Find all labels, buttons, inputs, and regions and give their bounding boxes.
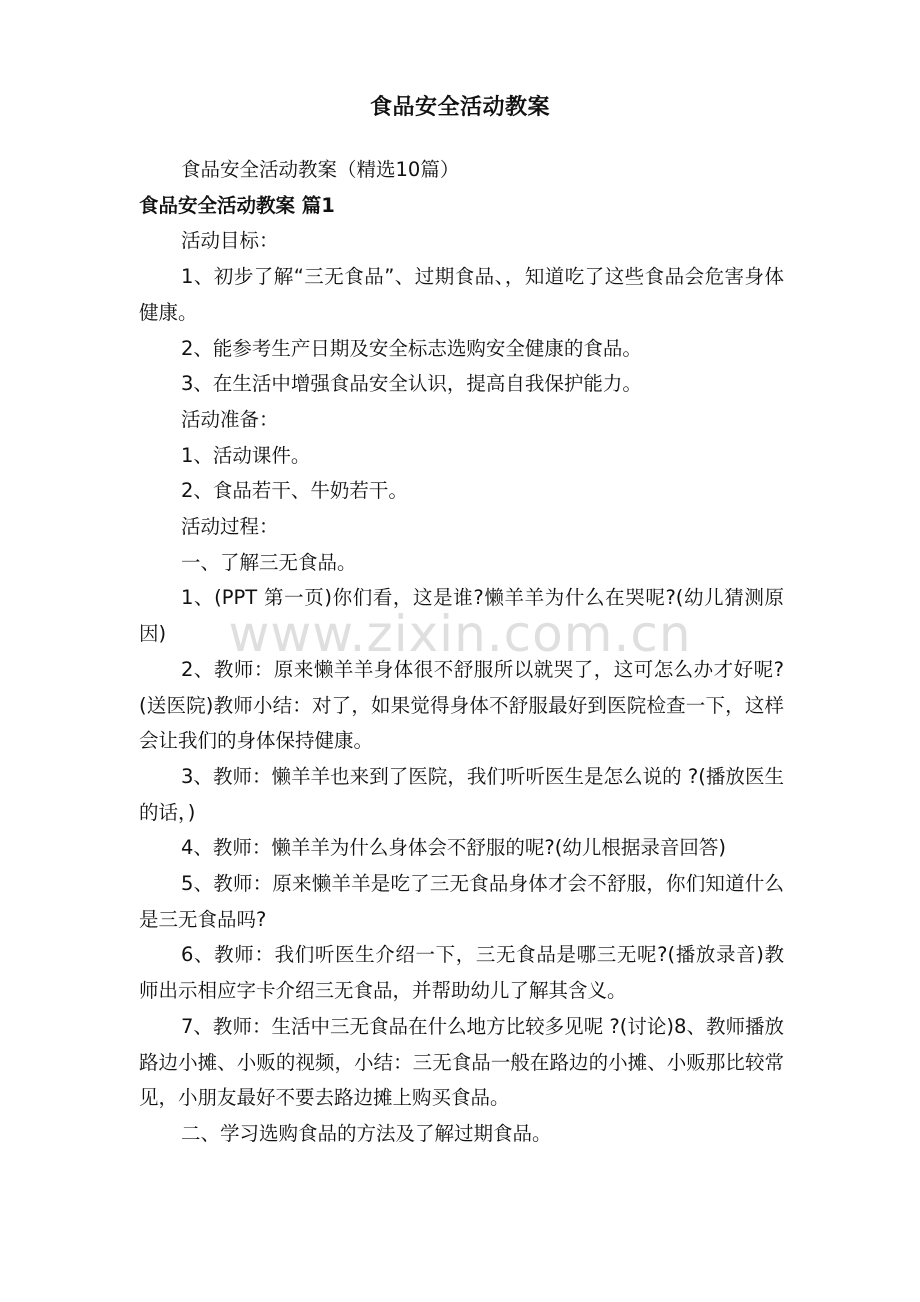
section-heading: 食品安全活动教案 篇1 xyxy=(139,193,335,217)
paragraph-goal-2: 2、能参考生产日期及安全标志选购安全健康的食品。 xyxy=(181,336,642,360)
document-body xyxy=(139,152,784,1152)
paragraph-step-1: 1、(PPT 第一页)你们看，这是谁?懒羊羊为什么在哭呢?(幼儿猜测原因) xyxy=(139,586,784,646)
paragraph-activity-prep: 活动准备： xyxy=(181,407,279,431)
paragraph-goal-3: 3、在生活中增强食品安全认识，提高自我保护能力。 xyxy=(181,372,642,396)
paragraph-prep-1: 1、活动课件。 xyxy=(181,443,311,467)
paragraph-part-one: 一、了解三无食品。 xyxy=(181,550,357,574)
document-title: 食品安全活动教案 xyxy=(369,95,550,120)
paragraph-step-6: 6、教师：我们听医生介绍一下，三无食品是哪三无呢?(播放录音)教师出示相应字卡介绍三无食品，并帮助幼儿了解其含义。 xyxy=(139,943,784,1003)
paragraph-activity-process: 活动过程： xyxy=(181,515,279,539)
paragraph-part-two: 二、学习选购食品的方法及了解过期食品。 xyxy=(181,1121,552,1145)
paragraph-activity-goals: 活动目标： xyxy=(181,229,279,253)
paragraph-step-2: 2、教师：原来懒羊羊身体很不舒服所以就哭了，这可怎么办才好呢?(送医院)教师小结：对了，如果觉得身体不舒服最好到医院检查一下，这样会让我们的身体保持健康。 xyxy=(139,657,784,753)
document-subtitle: 食品安全活动教案（精选10篇） xyxy=(181,158,460,181)
paragraph-step-3: 3、教师：懒羊羊也来到了医院，我们听听医生是怎么说的 ?(播放医生的话，) xyxy=(139,764,784,824)
paragraph-step-4: 4、教师：懒羊羊为什么身体会不舒服的呢?(幼儿根据录音回答) xyxy=(181,836,726,860)
paragraph-step-7: 7、教师：生活中三无食品在什么地方比较多见呢 ?(讨论)8、教师播放路边小摊、小贩的视频，小结：三无食品一般在路边的小摊、小贩那比较常见，小朋友最好不要去路边摊上购买食品。 xyxy=(139,1014,784,1110)
watermark: www.zixin.com.cn xyxy=(228,605,692,663)
paragraph-step-5: 5、教师：原来懒羊羊是吃了三无食品身体才会不舒服，你们知道什么是三无食品吗? xyxy=(139,872,784,931)
paragraph-prep-2: 2、食品若干、牛奶若干。 xyxy=(181,479,408,503)
paragraph-goal-1: 1、初步了解“三无食品”、过期食品、，知道吃了这些食品会危害身体健康。 xyxy=(139,265,784,324)
